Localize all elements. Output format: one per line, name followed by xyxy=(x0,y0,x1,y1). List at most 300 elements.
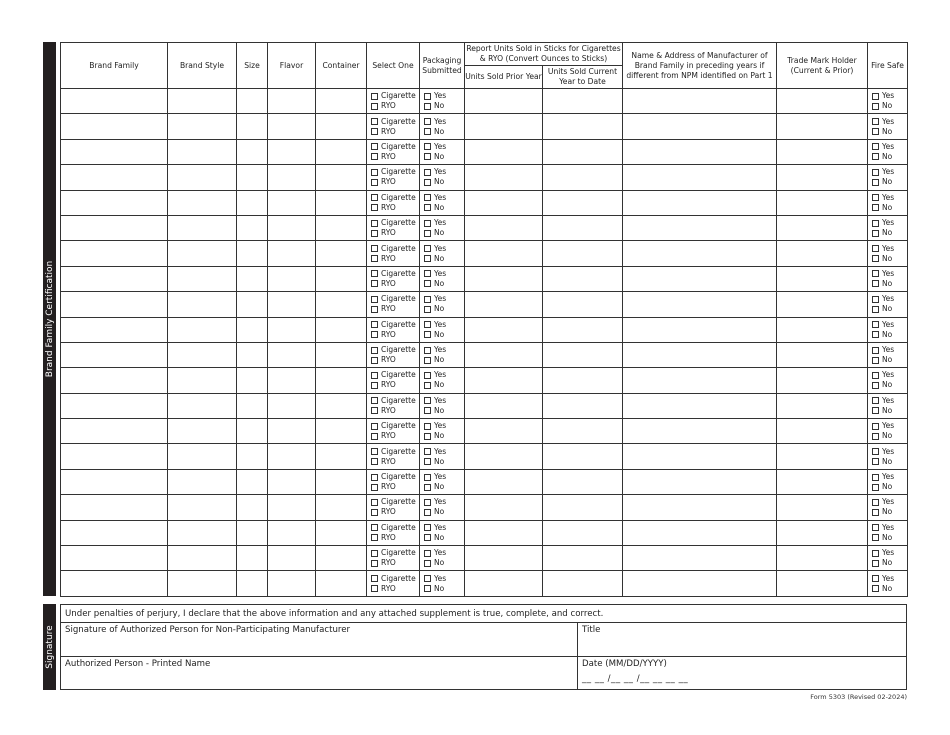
fire-safe-no-checkbox[interactable] xyxy=(872,560,879,567)
brand-family-cell[interactable] xyxy=(61,266,168,291)
units-current-year-cell[interactable] xyxy=(543,520,623,545)
trademark-holder-cell[interactable] xyxy=(777,165,868,190)
brand-style-cell[interactable] xyxy=(168,393,237,418)
fire-safe-no-checkbox[interactable] xyxy=(872,230,879,237)
brand-style-cell[interactable] xyxy=(168,292,237,317)
ryo-checkbox[interactable] xyxy=(371,280,378,287)
ryo-checkbox[interactable] xyxy=(371,534,378,541)
cigarette-checkbox[interactable] xyxy=(371,321,378,328)
fire-safe-yes-checkbox[interactable] xyxy=(872,347,879,354)
ryo-checkbox[interactable] xyxy=(371,484,378,491)
fire-safe-yes-checkbox[interactable] xyxy=(872,194,879,201)
units-prior-year-cell[interactable] xyxy=(465,139,543,164)
brand-style-cell[interactable] xyxy=(168,419,237,444)
container-cell[interactable] xyxy=(316,215,367,240)
manufacturer-cell[interactable] xyxy=(623,469,777,494)
brand-style-cell[interactable] xyxy=(168,114,237,139)
units-prior-year-cell[interactable] xyxy=(465,342,543,367)
fire-safe-yes-checkbox[interactable] xyxy=(872,296,879,303)
manufacturer-cell[interactable] xyxy=(623,368,777,393)
brand-family-cell[interactable] xyxy=(61,393,168,418)
units-prior-year-cell[interactable] xyxy=(465,89,543,114)
fire-safe-yes-checkbox[interactable] xyxy=(872,118,879,125)
cigarette-checkbox[interactable] xyxy=(371,245,378,252)
units-prior-year-cell[interactable] xyxy=(465,190,543,215)
brand-style-cell[interactable] xyxy=(168,495,237,520)
trademark-holder-cell[interactable] xyxy=(777,571,868,596)
brand-family-cell[interactable] xyxy=(61,165,168,190)
size-cell[interactable] xyxy=(237,393,268,418)
trademark-holder-cell[interactable] xyxy=(777,317,868,342)
packaging-yes-checkbox[interactable] xyxy=(424,321,431,328)
trademark-holder-cell[interactable] xyxy=(777,393,868,418)
units-prior-year-cell[interactable] xyxy=(465,292,543,317)
packaging-yes-checkbox[interactable] xyxy=(424,499,431,506)
size-cell[interactable] xyxy=(237,190,268,215)
size-cell[interactable] xyxy=(237,241,268,266)
cigarette-checkbox[interactable] xyxy=(371,423,378,430)
fire-safe-no-checkbox[interactable] xyxy=(872,204,879,211)
fire-safe-yes-checkbox[interactable] xyxy=(872,270,879,277)
size-cell[interactable] xyxy=(237,368,268,393)
brand-family-cell[interactable] xyxy=(61,342,168,367)
units-prior-year-cell[interactable] xyxy=(465,368,543,393)
cigarette-checkbox[interactable] xyxy=(371,296,378,303)
units-current-year-cell[interactable] xyxy=(543,139,623,164)
fire-safe-yes-checkbox[interactable] xyxy=(872,220,879,227)
ryo-checkbox[interactable] xyxy=(371,230,378,237)
packaging-no-checkbox[interactable] xyxy=(424,306,431,313)
fire-safe-no-checkbox[interactable] xyxy=(872,458,879,465)
brand-style-cell[interactable] xyxy=(168,546,237,571)
ryo-checkbox[interactable] xyxy=(371,255,378,262)
packaging-no-checkbox[interactable] xyxy=(424,560,431,567)
cigarette-checkbox[interactable] xyxy=(371,499,378,506)
packaging-yes-checkbox[interactable] xyxy=(424,143,431,150)
cigarette-checkbox[interactable] xyxy=(371,474,378,481)
units-current-year-cell[interactable] xyxy=(543,215,623,240)
flavor-cell[interactable] xyxy=(268,520,316,545)
ryo-checkbox[interactable] xyxy=(371,458,378,465)
fire-safe-no-checkbox[interactable] xyxy=(872,534,879,541)
brand-family-cell[interactable] xyxy=(61,444,168,469)
ryo-checkbox[interactable] xyxy=(371,153,378,160)
brand-style-cell[interactable] xyxy=(168,368,237,393)
fire-safe-no-checkbox[interactable] xyxy=(872,153,879,160)
container-cell[interactable] xyxy=(316,342,367,367)
units-current-year-cell[interactable] xyxy=(543,292,623,317)
fire-safe-yes-checkbox[interactable] xyxy=(872,524,879,531)
packaging-yes-checkbox[interactable] xyxy=(424,118,431,125)
flavor-cell[interactable] xyxy=(268,215,316,240)
units-current-year-cell[interactable] xyxy=(543,317,623,342)
brand-style-cell[interactable] xyxy=(168,469,237,494)
brand-family-cell[interactable] xyxy=(61,520,168,545)
authorized-signature-field[interactable] xyxy=(61,623,578,657)
container-cell[interactable] xyxy=(316,139,367,164)
cigarette-checkbox[interactable] xyxy=(371,448,378,455)
container-cell[interactable] xyxy=(316,114,367,139)
trademark-holder-cell[interactable] xyxy=(777,546,868,571)
size-cell[interactable] xyxy=(237,89,268,114)
flavor-cell[interactable] xyxy=(268,190,316,215)
fire-safe-yes-checkbox[interactable] xyxy=(872,372,879,379)
fire-safe-no-checkbox[interactable] xyxy=(872,331,879,338)
brand-family-cell[interactable] xyxy=(61,241,168,266)
units-prior-year-cell[interactable] xyxy=(465,495,543,520)
units-current-year-cell[interactable] xyxy=(543,495,623,520)
manufacturer-cell[interactable] xyxy=(623,444,777,469)
ryo-checkbox[interactable] xyxy=(371,128,378,135)
flavor-cell[interactable] xyxy=(268,317,316,342)
packaging-no-checkbox[interactable] xyxy=(424,153,431,160)
packaging-no-checkbox[interactable] xyxy=(424,128,431,135)
fire-safe-no-checkbox[interactable] xyxy=(872,407,879,414)
fire-safe-yes-checkbox[interactable] xyxy=(872,499,879,506)
packaging-yes-checkbox[interactable] xyxy=(424,372,431,379)
units-prior-year-cell[interactable] xyxy=(465,215,543,240)
packaging-no-checkbox[interactable] xyxy=(424,179,431,186)
size-cell[interactable] xyxy=(237,215,268,240)
container-cell[interactable] xyxy=(316,393,367,418)
packaging-no-checkbox[interactable] xyxy=(424,407,431,414)
trademark-holder-cell[interactable] xyxy=(777,368,868,393)
packaging-yes-checkbox[interactable] xyxy=(424,474,431,481)
packaging-yes-checkbox[interactable] xyxy=(424,524,431,531)
size-cell[interactable] xyxy=(237,266,268,291)
fire-safe-yes-checkbox[interactable] xyxy=(872,474,879,481)
brand-style-cell[interactable] xyxy=(168,520,237,545)
fire-safe-no-checkbox[interactable] xyxy=(872,433,879,440)
brand-family-cell[interactable] xyxy=(61,469,168,494)
cigarette-checkbox[interactable] xyxy=(371,347,378,354)
manufacturer-cell[interactable] xyxy=(623,190,777,215)
flavor-cell[interactable] xyxy=(268,342,316,367)
fire-safe-yes-checkbox[interactable] xyxy=(872,245,879,252)
units-prior-year-cell[interactable] xyxy=(465,444,543,469)
units-current-year-cell[interactable] xyxy=(543,571,623,596)
flavor-cell[interactable] xyxy=(268,495,316,520)
trademark-holder-cell[interactable] xyxy=(777,495,868,520)
brand-family-cell[interactable] xyxy=(61,317,168,342)
packaging-yes-checkbox[interactable] xyxy=(424,194,431,201)
flavor-cell[interactable] xyxy=(268,469,316,494)
flavor-cell[interactable] xyxy=(268,241,316,266)
units-current-year-cell[interactable] xyxy=(543,89,623,114)
units-current-year-cell[interactable] xyxy=(543,393,623,418)
units-prior-year-cell[interactable] xyxy=(465,546,543,571)
units-current-year-cell[interactable] xyxy=(543,114,623,139)
fire-safe-yes-checkbox[interactable] xyxy=(872,575,879,582)
size-cell[interactable] xyxy=(237,571,268,596)
brand-style-cell[interactable] xyxy=(168,190,237,215)
packaging-yes-checkbox[interactable] xyxy=(424,347,431,354)
container-cell[interactable] xyxy=(316,241,367,266)
manufacturer-cell[interactable] xyxy=(623,571,777,596)
container-cell[interactable] xyxy=(316,165,367,190)
units-prior-year-cell[interactable] xyxy=(465,114,543,139)
flavor-cell[interactable] xyxy=(268,393,316,418)
flavor-cell[interactable] xyxy=(268,368,316,393)
fire-safe-no-checkbox[interactable] xyxy=(872,484,879,491)
trademark-holder-cell[interactable] xyxy=(777,215,868,240)
manufacturer-cell[interactable] xyxy=(623,266,777,291)
brand-style-cell[interactable] xyxy=(168,266,237,291)
packaging-no-checkbox[interactable] xyxy=(424,357,431,364)
ryo-checkbox[interactable] xyxy=(371,433,378,440)
brand-family-cell[interactable] xyxy=(61,89,168,114)
container-cell[interactable] xyxy=(316,317,367,342)
units-prior-year-cell[interactable] xyxy=(465,393,543,418)
manufacturer-cell[interactable] xyxy=(623,342,777,367)
packaging-no-checkbox[interactable] xyxy=(424,534,431,541)
fire-safe-yes-checkbox[interactable] xyxy=(872,93,879,100)
size-cell[interactable] xyxy=(237,317,268,342)
manufacturer-cell[interactable] xyxy=(623,520,777,545)
fire-safe-yes-checkbox[interactable] xyxy=(872,321,879,328)
brand-style-cell[interactable] xyxy=(168,165,237,190)
fire-safe-yes-checkbox[interactable] xyxy=(872,550,879,557)
manufacturer-cell[interactable] xyxy=(623,89,777,114)
ryo-checkbox[interactable] xyxy=(371,179,378,186)
brand-family-cell[interactable] xyxy=(61,215,168,240)
packaging-no-checkbox[interactable] xyxy=(424,103,431,110)
manufacturer-cell[interactable] xyxy=(623,419,777,444)
cigarette-checkbox[interactable] xyxy=(371,118,378,125)
ryo-checkbox[interactable] xyxy=(371,382,378,389)
cigarette-checkbox[interactable] xyxy=(371,397,378,404)
ryo-checkbox[interactable] xyxy=(371,585,378,592)
brand-family-cell[interactable] xyxy=(61,546,168,571)
flavor-cell[interactable] xyxy=(268,114,316,139)
trademark-holder-cell[interactable] xyxy=(777,342,868,367)
cigarette-checkbox[interactable] xyxy=(371,372,378,379)
brand-style-cell[interactable] xyxy=(168,241,237,266)
trademark-holder-cell[interactable] xyxy=(777,89,868,114)
packaging-yes-checkbox[interactable] xyxy=(424,423,431,430)
container-cell[interactable] xyxy=(316,368,367,393)
size-cell[interactable] xyxy=(237,520,268,545)
title-field[interactable] xyxy=(578,623,906,657)
packaging-no-checkbox[interactable] xyxy=(424,458,431,465)
size-cell[interactable] xyxy=(237,495,268,520)
packaging-no-checkbox[interactable] xyxy=(424,382,431,389)
packaging-yes-checkbox[interactable] xyxy=(424,169,431,176)
container-cell[interactable] xyxy=(316,444,367,469)
date-field[interactable] xyxy=(578,657,906,689)
units-current-year-cell[interactable] xyxy=(543,241,623,266)
units-current-year-cell[interactable] xyxy=(543,165,623,190)
packaging-yes-checkbox[interactable] xyxy=(424,448,431,455)
flavor-cell[interactable] xyxy=(268,419,316,444)
flavor-cell[interactable] xyxy=(268,444,316,469)
trademark-holder-cell[interactable] xyxy=(777,419,868,444)
units-current-year-cell[interactable] xyxy=(543,419,623,444)
manufacturer-cell[interactable] xyxy=(623,495,777,520)
cigarette-checkbox[interactable] xyxy=(371,270,378,277)
cigarette-checkbox[interactable] xyxy=(371,169,378,176)
flavor-cell[interactable] xyxy=(268,546,316,571)
trademark-holder-cell[interactable] xyxy=(777,266,868,291)
brand-family-cell[interactable] xyxy=(61,495,168,520)
fire-safe-no-checkbox[interactable] xyxy=(872,280,879,287)
size-cell[interactable] xyxy=(237,165,268,190)
fire-safe-no-checkbox[interactable] xyxy=(872,103,879,110)
fire-safe-no-checkbox[interactable] xyxy=(872,382,879,389)
flavor-cell[interactable] xyxy=(268,266,316,291)
units-current-year-cell[interactable] xyxy=(543,342,623,367)
brand-family-cell[interactable] xyxy=(61,190,168,215)
container-cell[interactable] xyxy=(316,469,367,494)
packaging-no-checkbox[interactable] xyxy=(424,484,431,491)
packaging-yes-checkbox[interactable] xyxy=(424,93,431,100)
manufacturer-cell[interactable] xyxy=(623,241,777,266)
units-prior-year-cell[interactable] xyxy=(465,469,543,494)
ryo-checkbox[interactable] xyxy=(371,560,378,567)
units-prior-year-cell[interactable] xyxy=(465,165,543,190)
brand-style-cell[interactable] xyxy=(168,215,237,240)
printed-name-field[interactable] xyxy=(61,657,578,689)
packaging-yes-checkbox[interactable] xyxy=(424,397,431,404)
cigarette-checkbox[interactable] xyxy=(371,575,378,582)
packaging-yes-checkbox[interactable] xyxy=(424,296,431,303)
ryo-checkbox[interactable] xyxy=(371,331,378,338)
fire-safe-yes-checkbox[interactable] xyxy=(872,169,879,176)
container-cell[interactable] xyxy=(316,571,367,596)
trademark-holder-cell[interactable] xyxy=(777,444,868,469)
brand-style-cell[interactable] xyxy=(168,317,237,342)
flavor-cell[interactable] xyxy=(268,571,316,596)
units-current-year-cell[interactable] xyxy=(543,444,623,469)
ryo-checkbox[interactable] xyxy=(371,407,378,414)
size-cell[interactable] xyxy=(237,444,268,469)
ryo-checkbox[interactable] xyxy=(371,357,378,364)
fire-safe-yes-checkbox[interactable] xyxy=(872,423,879,430)
trademark-holder-cell[interactable] xyxy=(777,139,868,164)
packaging-yes-checkbox[interactable] xyxy=(424,575,431,582)
container-cell[interactable] xyxy=(316,190,367,215)
packaging-yes-checkbox[interactable] xyxy=(424,220,431,227)
trademark-holder-cell[interactable] xyxy=(777,469,868,494)
cigarette-checkbox[interactable] xyxy=(371,524,378,531)
manufacturer-cell[interactable] xyxy=(623,139,777,164)
packaging-no-checkbox[interactable] xyxy=(424,331,431,338)
brand-family-cell[interactable] xyxy=(61,419,168,444)
flavor-cell[interactable] xyxy=(268,292,316,317)
packaging-yes-checkbox[interactable] xyxy=(424,245,431,252)
packaging-no-checkbox[interactable] xyxy=(424,204,431,211)
brand-family-cell[interactable] xyxy=(61,571,168,596)
fire-safe-no-checkbox[interactable] xyxy=(872,357,879,364)
brand-style-cell[interactable] xyxy=(168,342,237,367)
fire-safe-no-checkbox[interactable] xyxy=(872,255,879,262)
flavor-cell[interactable] xyxy=(268,89,316,114)
size-cell[interactable] xyxy=(237,469,268,494)
trademark-holder-cell[interactable] xyxy=(777,292,868,317)
manufacturer-cell[interactable] xyxy=(623,215,777,240)
units-current-year-cell[interactable] xyxy=(543,190,623,215)
cigarette-checkbox[interactable] xyxy=(371,143,378,150)
trademark-holder-cell[interactable] xyxy=(777,190,868,215)
brand-family-cell[interactable] xyxy=(61,292,168,317)
fire-safe-no-checkbox[interactable] xyxy=(872,179,879,186)
container-cell[interactable] xyxy=(316,89,367,114)
packaging-no-checkbox[interactable] xyxy=(424,255,431,262)
ryo-checkbox[interactable] xyxy=(371,509,378,516)
fire-safe-no-checkbox[interactable] xyxy=(872,306,879,313)
brand-style-cell[interactable] xyxy=(168,444,237,469)
units-prior-year-cell[interactable] xyxy=(465,419,543,444)
cigarette-checkbox[interactable] xyxy=(371,194,378,201)
brand-family-cell[interactable] xyxy=(61,368,168,393)
manufacturer-cell[interactable] xyxy=(623,317,777,342)
units-current-year-cell[interactable] xyxy=(543,546,623,571)
brand-style-cell[interactable] xyxy=(168,89,237,114)
units-prior-year-cell[interactable] xyxy=(465,241,543,266)
fire-safe-no-checkbox[interactable] xyxy=(872,509,879,516)
units-current-year-cell[interactable] xyxy=(543,469,623,494)
units-prior-year-cell[interactable] xyxy=(465,266,543,291)
units-current-year-cell[interactable] xyxy=(543,266,623,291)
packaging-no-checkbox[interactable] xyxy=(424,280,431,287)
size-cell[interactable] xyxy=(237,139,268,164)
fire-safe-no-checkbox[interactable] xyxy=(872,128,879,135)
brand-style-cell[interactable] xyxy=(168,571,237,596)
brand-style-cell[interactable] xyxy=(168,139,237,164)
trademark-holder-cell[interactable] xyxy=(777,520,868,545)
units-prior-year-cell[interactable] xyxy=(465,571,543,596)
size-cell[interactable] xyxy=(237,342,268,367)
fire-safe-yes-checkbox[interactable] xyxy=(872,397,879,404)
packaging-yes-checkbox[interactable] xyxy=(424,550,431,557)
ryo-checkbox[interactable] xyxy=(371,103,378,110)
packaging-no-checkbox[interactable] xyxy=(424,509,431,516)
fire-safe-no-checkbox[interactable] xyxy=(872,585,879,592)
container-cell[interactable] xyxy=(316,292,367,317)
packaging-yes-checkbox[interactable] xyxy=(424,270,431,277)
manufacturer-cell[interactable] xyxy=(623,393,777,418)
cigarette-checkbox[interactable] xyxy=(371,93,378,100)
brand-family-cell[interactable] xyxy=(61,139,168,164)
manufacturer-cell[interactable] xyxy=(623,292,777,317)
trademark-holder-cell[interactable] xyxy=(777,241,868,266)
size-cell[interactable] xyxy=(237,114,268,139)
cigarette-checkbox[interactable] xyxy=(371,550,378,557)
flavor-cell[interactable] xyxy=(268,139,316,164)
manufacturer-cell[interactable] xyxy=(623,546,777,571)
ryo-checkbox[interactable] xyxy=(371,306,378,313)
container-cell[interactable] xyxy=(316,520,367,545)
cigarette-checkbox[interactable] xyxy=(371,220,378,227)
size-cell[interactable] xyxy=(237,292,268,317)
size-cell[interactable] xyxy=(237,546,268,571)
manufacturer-cell[interactable] xyxy=(623,165,777,190)
container-cell[interactable] xyxy=(316,266,367,291)
fire-safe-yes-checkbox[interactable] xyxy=(872,143,879,150)
packaging-no-checkbox[interactable] xyxy=(424,230,431,237)
ryo-checkbox[interactable] xyxy=(371,204,378,211)
units-current-year-cell[interactable] xyxy=(543,368,623,393)
fire-safe-yes-checkbox[interactable] xyxy=(872,448,879,455)
units-prior-year-cell[interactable] xyxy=(465,520,543,545)
manufacturer-cell[interactable] xyxy=(623,114,777,139)
units-prior-year-cell[interactable] xyxy=(465,317,543,342)
container-cell[interactable] xyxy=(316,546,367,571)
container-cell[interactable] xyxy=(316,495,367,520)
flavor-cell[interactable] xyxy=(268,165,316,190)
packaging-no-checkbox[interactable] xyxy=(424,585,431,592)
brand-family-cell[interactable] xyxy=(61,114,168,139)
